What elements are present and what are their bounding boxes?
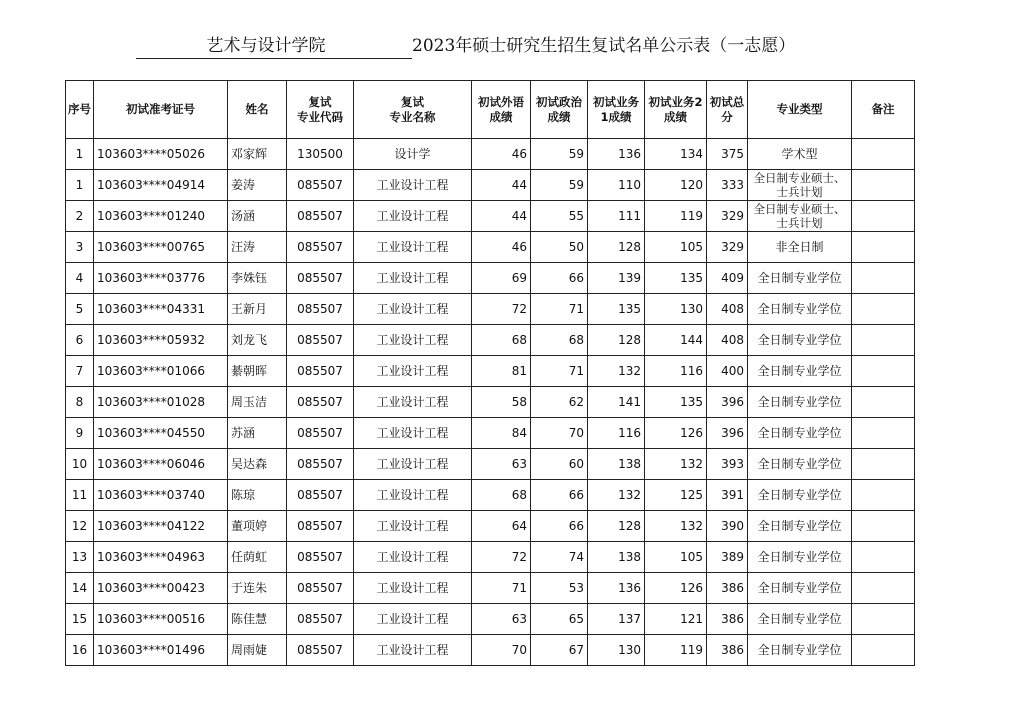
- cell-subject2: 116: [645, 356, 707, 387]
- cell-program-type: 全日制专业学位: [748, 511, 852, 542]
- cell-subject2: 132: [645, 511, 707, 542]
- cell-subject2: 135: [645, 387, 707, 418]
- cell-seq: 6: [66, 325, 94, 356]
- cell-total: 375: [707, 139, 748, 170]
- cell-major-name: 工业设计工程: [354, 635, 472, 666]
- cell-politics: 67: [531, 635, 588, 666]
- cell-seq: 1: [66, 139, 94, 170]
- cell-politics: 70: [531, 418, 588, 449]
- cell-exam-id: 103603****06046: [94, 449, 228, 480]
- cell-total: 408: [707, 325, 748, 356]
- cell-subject1: 128: [588, 325, 645, 356]
- cell-program-type: 全日制专业学位: [748, 294, 852, 325]
- cell-foreign-language: 68: [472, 325, 531, 356]
- cell-total: 386: [707, 635, 748, 666]
- cell-seq: 8: [66, 387, 94, 418]
- table-row: [66, 139, 915, 170]
- cell-major-code: 130500: [287, 139, 354, 170]
- cell-total: 391: [707, 480, 748, 511]
- cell-foreign-language: 70: [472, 635, 531, 666]
- cell-program-type: 全日制专业学位: [748, 325, 852, 356]
- cell-remarks: [852, 232, 915, 263]
- cell-major-name: 工业设计工程: [354, 480, 472, 511]
- cell-program-type: 学术型: [748, 139, 852, 170]
- header-major-code: 复试 专业代码: [287, 81, 354, 139]
- table-title: 2023年硕士研究生招生复试名单公示表（一志愿）: [412, 36, 796, 56]
- cell-major-name: 工业设计工程: [354, 573, 472, 604]
- cell-foreign-language: 68: [472, 480, 531, 511]
- cell-foreign-language: 81: [472, 356, 531, 387]
- cell-remarks: [852, 480, 915, 511]
- cell-seq: 1: [66, 170, 94, 201]
- cell-total: 333: [707, 170, 748, 201]
- cell-subject1: 132: [588, 480, 645, 511]
- header-foreign-language: 初试外语 成绩: [472, 81, 531, 139]
- cell-politics: 71: [531, 294, 588, 325]
- cell-politics: 66: [531, 480, 588, 511]
- cell-subject1: 137: [588, 604, 645, 635]
- cell-exam-id: 103603****04914: [94, 170, 228, 201]
- cell-foreign-language: 46: [472, 232, 531, 263]
- cell-name: 任荫虹: [228, 542, 287, 573]
- cell-name: 吴达森: [228, 449, 287, 480]
- cell-exam-id: 103603****04122: [94, 511, 228, 542]
- cell-total: 329: [707, 232, 748, 263]
- cell-name: 李姝钰: [228, 263, 287, 294]
- cell-program-type: 全日制专业学位: [748, 604, 852, 635]
- cell-exam-id: 103603****03740: [94, 480, 228, 511]
- cell-remarks: [852, 449, 915, 480]
- cell-subject2: 126: [645, 573, 707, 604]
- cell-exam-id: 103603****01240: [94, 201, 228, 232]
- cell-major-name: 工业设计工程: [354, 604, 472, 635]
- cell-program-type: 全日制专业硕士、 士兵计划: [748, 201, 852, 232]
- cell-program-type: 全日制专业学位: [748, 635, 852, 666]
- cell-total: 386: [707, 573, 748, 604]
- cell-program-type: 全日制专业学位: [748, 263, 852, 294]
- table-row: [66, 387, 915, 418]
- cell-program-type: 全日制专业学位: [748, 542, 852, 573]
- cell-major-name: 工业设计工程: [354, 325, 472, 356]
- cell-exam-id: 103603****01496: [94, 635, 228, 666]
- cell-politics: 68: [531, 325, 588, 356]
- cell-subject1: 136: [588, 573, 645, 604]
- cell-total: 400: [707, 356, 748, 387]
- cell-subject2: 119: [645, 635, 707, 666]
- cell-major-code: 085507: [287, 604, 354, 635]
- cell-politics: 59: [531, 139, 588, 170]
- college-name: 艺术与设计学院: [136, 34, 412, 59]
- cell-name: 姜涛: [228, 170, 287, 201]
- header-remarks: 备注: [852, 81, 915, 139]
- cell-remarks: [852, 263, 915, 294]
- cell-subject2: 134: [645, 139, 707, 170]
- cell-major-code: 085507: [287, 232, 354, 263]
- table-row: [66, 325, 915, 356]
- cell-foreign-language: 44: [472, 170, 531, 201]
- cell-remarks: [852, 201, 915, 232]
- cell-name: 刘龙飞: [228, 325, 287, 356]
- cell-exam-id: 103603****03776: [94, 263, 228, 294]
- cell-total: 329: [707, 201, 748, 232]
- header-seq: 序号: [66, 81, 94, 139]
- cell-name: 邓家辉: [228, 139, 287, 170]
- cell-name: 王新月: [228, 294, 287, 325]
- cell-major-name: 工业设计工程: [354, 387, 472, 418]
- cell-program-type: 全日制专业学位: [748, 387, 852, 418]
- table-row: [66, 449, 915, 480]
- cell-politics: 66: [531, 511, 588, 542]
- candidate-list-table: [65, 80, 915, 666]
- cell-seq: 9: [66, 418, 94, 449]
- cell-politics: 55: [531, 201, 588, 232]
- cell-total: 393: [707, 449, 748, 480]
- cell-subject2: 135: [645, 263, 707, 294]
- cell-subject1: 141: [588, 387, 645, 418]
- cell-major-name: 工业设计工程: [354, 542, 472, 573]
- cell-major-code: 085507: [287, 170, 354, 201]
- cell-seq: 3: [66, 232, 94, 263]
- cell-subject2: 130: [645, 294, 707, 325]
- header-subject2: 初试业务2 成绩: [645, 81, 707, 139]
- cell-subject2: 121: [645, 604, 707, 635]
- table-row: [66, 480, 915, 511]
- cell-program-type: 全日制专业学位: [748, 418, 852, 449]
- cell-subject2: 125: [645, 480, 707, 511]
- cell-remarks: [852, 418, 915, 449]
- cell-major-name: 工业设计工程: [354, 170, 472, 201]
- cell-foreign-language: 46: [472, 139, 531, 170]
- cell-major-code: 085507: [287, 325, 354, 356]
- cell-subject1: 138: [588, 542, 645, 573]
- cell-major-name: 工业设计工程: [354, 201, 472, 232]
- cell-name: 董项婷: [228, 511, 287, 542]
- cell-subject2: 144: [645, 325, 707, 356]
- cell-subject1: 111: [588, 201, 645, 232]
- cell-seq: 14: [66, 573, 94, 604]
- cell-subject2: 120: [645, 170, 707, 201]
- table-row: [66, 511, 915, 542]
- cell-major-code: 085507: [287, 418, 354, 449]
- header-subject1: 初试业务 1成绩: [588, 81, 645, 139]
- cell-remarks: [852, 387, 915, 418]
- cell-program-type: 全日制专业学位: [748, 356, 852, 387]
- cell-program-type: 全日制专业学位: [748, 573, 852, 604]
- cell-exam-id: 103603****04331: [94, 294, 228, 325]
- cell-remarks: [852, 635, 915, 666]
- cell-subject1: 138: [588, 449, 645, 480]
- cell-seq: 5: [66, 294, 94, 325]
- cell-name: 周雨婕: [228, 635, 287, 666]
- header-total: 初试总 分: [707, 81, 748, 139]
- header-name: 姓名: [228, 81, 287, 139]
- cell-politics: 59: [531, 170, 588, 201]
- table-row: [66, 356, 915, 387]
- cell-remarks: [852, 294, 915, 325]
- cell-program-type: 全日制专业硕士、 士兵计划: [748, 170, 852, 201]
- cell-foreign-language: 72: [472, 294, 531, 325]
- cell-name: 汤涵: [228, 201, 287, 232]
- table-row: [66, 604, 915, 635]
- cell-program-type: 非全日制: [748, 232, 852, 263]
- cell-seq: 4: [66, 263, 94, 294]
- header-major-name: 复试 专业名称: [354, 81, 472, 139]
- cell-subject1: 110: [588, 170, 645, 201]
- cell-foreign-language: 63: [472, 449, 531, 480]
- cell-seq: 2: [66, 201, 94, 232]
- cell-major-code: 085507: [287, 635, 354, 666]
- cell-total: 386: [707, 604, 748, 635]
- cell-exam-id: 103603****01066: [94, 356, 228, 387]
- cell-subject1: 136: [588, 139, 645, 170]
- cell-seq: 7: [66, 356, 94, 387]
- table-row: [66, 170, 915, 201]
- cell-name: 陈琼: [228, 480, 287, 511]
- cell-subject2: 132: [645, 449, 707, 480]
- table-row: [66, 542, 915, 573]
- cell-remarks: [852, 139, 915, 170]
- cell-total: 408: [707, 294, 748, 325]
- cell-seq: 10: [66, 449, 94, 480]
- cell-major-code: 085507: [287, 511, 354, 542]
- cell-subject1: 130: [588, 635, 645, 666]
- cell-major-name: 工业设计工程: [354, 356, 472, 387]
- cell-major-code: 085507: [287, 387, 354, 418]
- cell-name: 周玉洁: [228, 387, 287, 418]
- cell-exam-id: 103603****04550: [94, 418, 228, 449]
- cell-foreign-language: 58: [472, 387, 531, 418]
- cell-seq: 11: [66, 480, 94, 511]
- table-row: [66, 263, 915, 294]
- cell-major-code: 085507: [287, 480, 354, 511]
- cell-politics: 50: [531, 232, 588, 263]
- cell-exam-id: 103603****00765: [94, 232, 228, 263]
- cell-politics: 60: [531, 449, 588, 480]
- cell-seq: 13: [66, 542, 94, 573]
- cell-major-code: 085507: [287, 201, 354, 232]
- cell-foreign-language: 44: [472, 201, 531, 232]
- cell-exam-id: 103603****04963: [94, 542, 228, 573]
- cell-subject2: 105: [645, 542, 707, 573]
- cell-subject1: 132: [588, 356, 645, 387]
- cell-major-code: 085507: [287, 573, 354, 604]
- cell-exam-id: 103603****05932: [94, 325, 228, 356]
- table-header-row: [66, 81, 915, 139]
- cell-major-code: 085507: [287, 449, 354, 480]
- cell-exam-id: 103603****01028: [94, 387, 228, 418]
- cell-politics: 66: [531, 263, 588, 294]
- cell-subject2: 105: [645, 232, 707, 263]
- cell-major-name: 设计学: [354, 139, 472, 170]
- cell-total: 389: [707, 542, 748, 573]
- cell-remarks: [852, 325, 915, 356]
- cell-seq: 16: [66, 635, 94, 666]
- table-row: [66, 294, 915, 325]
- cell-subject1: 128: [588, 232, 645, 263]
- cell-seq: 12: [66, 511, 94, 542]
- cell-foreign-language: 63: [472, 604, 531, 635]
- document-title: [0, 34, 1024, 62]
- cell-name: 于连朱: [228, 573, 287, 604]
- cell-program-type: 全日制专业学位: [748, 449, 852, 480]
- cell-foreign-language: 64: [472, 511, 531, 542]
- cell-major-code: 085507: [287, 542, 354, 573]
- table-body: [66, 139, 915, 666]
- cell-total: 390: [707, 511, 748, 542]
- cell-total: 409: [707, 263, 748, 294]
- cell-subject2: 119: [645, 201, 707, 232]
- cell-seq: 15: [66, 604, 94, 635]
- cell-name: 苏涵: [228, 418, 287, 449]
- cell-remarks: [852, 573, 915, 604]
- cell-name: 綦朝晖: [228, 356, 287, 387]
- cell-subject2: 126: [645, 418, 707, 449]
- header-exam-id: 初试准考证号: [94, 81, 228, 139]
- cell-major-name: 工业设计工程: [354, 294, 472, 325]
- cell-subject1: 139: [588, 263, 645, 294]
- cell-foreign-language: 69: [472, 263, 531, 294]
- cell-exam-id: 103603****00516: [94, 604, 228, 635]
- header-politics: 初试政治 成绩: [531, 81, 588, 139]
- cell-remarks: [852, 604, 915, 635]
- cell-major-code: 085507: [287, 356, 354, 387]
- cell-major-name: 工业设计工程: [354, 263, 472, 294]
- cell-total: 396: [707, 418, 748, 449]
- cell-exam-id: 103603****00423: [94, 573, 228, 604]
- cell-politics: 53: [531, 573, 588, 604]
- cell-subject1: 135: [588, 294, 645, 325]
- cell-remarks: [852, 542, 915, 573]
- cell-subject1: 128: [588, 511, 645, 542]
- cell-remarks: [852, 170, 915, 201]
- cell-foreign-language: 84: [472, 418, 531, 449]
- cell-exam-id: 103603****05026: [94, 139, 228, 170]
- cell-name: 陈佳慧: [228, 604, 287, 635]
- cell-politics: 71: [531, 356, 588, 387]
- cell-major-name: 工业设计工程: [354, 511, 472, 542]
- table-row: [66, 573, 915, 604]
- cell-program-type: 全日制专业学位: [748, 480, 852, 511]
- table-row: [66, 635, 915, 666]
- table-row: [66, 201, 915, 232]
- cell-remarks: [852, 356, 915, 387]
- cell-major-code: 085507: [287, 294, 354, 325]
- cell-foreign-language: 71: [472, 573, 531, 604]
- header-program-type: 专业类型: [748, 81, 852, 139]
- cell-subject1: 116: [588, 418, 645, 449]
- cell-major-name: 工业设计工程: [354, 418, 472, 449]
- cell-remarks: [852, 511, 915, 542]
- cell-major-name: 工业设计工程: [354, 232, 472, 263]
- cell-politics: 65: [531, 604, 588, 635]
- cell-name: 汪涛: [228, 232, 287, 263]
- cell-major-name: 工业设计工程: [354, 449, 472, 480]
- cell-total: 396: [707, 387, 748, 418]
- cell-major-code: 085507: [287, 263, 354, 294]
- cell-politics: 62: [531, 387, 588, 418]
- table-row: [66, 418, 915, 449]
- cell-foreign-language: 72: [472, 542, 531, 573]
- table-row: [66, 232, 915, 263]
- cell-politics: 74: [531, 542, 588, 573]
